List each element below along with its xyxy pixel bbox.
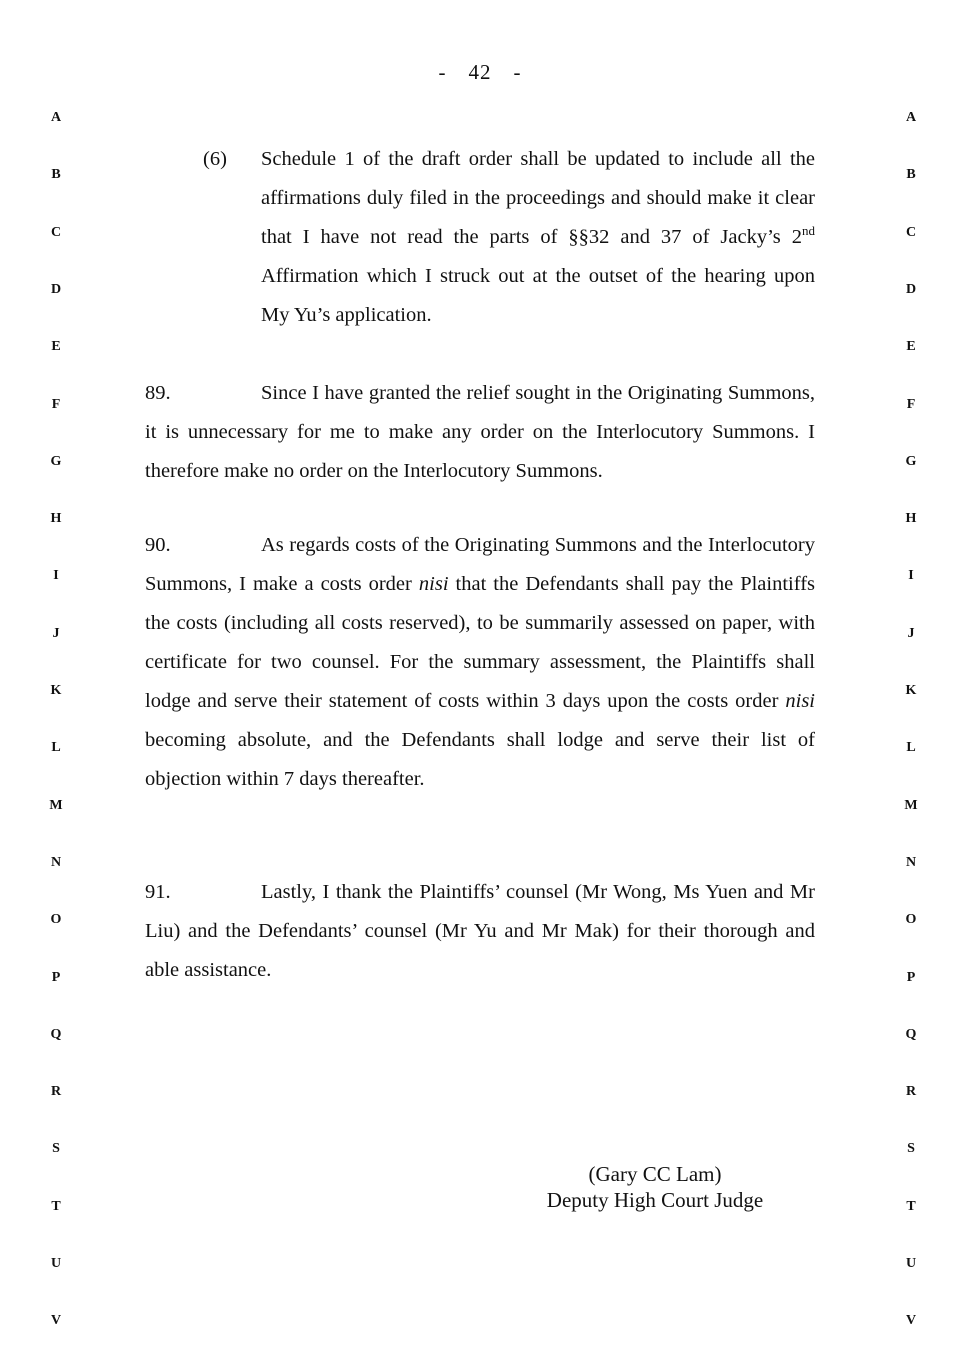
margin-letter: Q	[50, 1026, 62, 1042]
margin-letter: A	[50, 110, 62, 125]
judge-name: (Gary CC Lam)	[588, 1162, 722, 1186]
margin-letter: E	[906, 339, 916, 355]
paragraph-number: 90.	[145, 534, 171, 556]
margin-letter: U	[905, 1256, 917, 1271]
margin-letter: L	[51, 740, 61, 756]
page-number-dash: -	[513, 60, 522, 84]
paragraph-91	[145, 873, 815, 990]
margin-letter: C	[905, 224, 917, 240]
judge-title: Deputy High Court Judge	[546, 1188, 764, 1212]
margin-letter: K	[50, 683, 62, 698]
paragraph-90	[145, 526, 815, 799]
margin-letter: M	[49, 797, 63, 813]
margin-letter: G	[905, 453, 917, 469]
margin-letter: D	[50, 281, 62, 297]
margin-letter: O	[50, 912, 62, 928]
margin-letter: U	[50, 1256, 62, 1271]
paragraph-text: Since I have granted the relief sought in the Originating Summons, it is unnecessary for me to make any order on the Interlocutory Summons. I therefore make no order on the Interlocutory Summons.	[145, 382, 815, 482]
left-margin-letters	[44, 0, 68, 1358]
margin-letter: N	[905, 854, 917, 870]
margin-letter: Q	[905, 1026, 917, 1042]
margin-letter: E	[51, 339, 61, 355]
margin-letter: I	[908, 568, 914, 584]
italic-term: nisi	[785, 690, 815, 712]
paragraph-number: 91.	[145, 881, 171, 903]
margin-letter: V	[905, 1313, 917, 1329]
sub-paragraph-text-part: Schedule 1 of the draft order shall be updated to include all the affirmations duly filed in the proceedings and should make it clear that I have not read the parts of §§32 and 37 of Jacky’s 2	[261, 148, 815, 248]
margin-letter: O	[905, 912, 917, 928]
page-number	[0, 60, 960, 85]
margin-letter: M	[904, 797, 918, 813]
sub-paragraph-text-part: Affirmation which I struck out at the outset of the hearing upon My Yu’s application.	[261, 265, 815, 326]
paragraph-text: Lastly, I thank the Plaintiffs’ counsel (Mr Wong, Ms Yuen and Mr Liu) and the Defendants’ counsel (Mr Yu and Mr Mak) for their thorough and able assistance.	[145, 881, 815, 981]
margin-letter: P	[51, 969, 61, 985]
margin-letter: B	[906, 167, 916, 183]
margin-letter: A	[905, 110, 917, 125]
page-number-value: 42	[468, 60, 492, 84]
margin-letter: P	[906, 969, 916, 985]
ordinal-superscript: nd	[802, 223, 815, 239]
margin-letter: T	[51, 1198, 61, 1214]
signature-block	[515, 1161, 795, 1213]
margin-letter: B	[51, 167, 61, 183]
margin-letter: R	[50, 1084, 62, 1100]
margin-letter: F	[51, 396, 61, 412]
margin-letter: J	[907, 625, 915, 641]
sub-paragraph-6	[145, 140, 815, 335]
paragraph-89	[145, 374, 815, 491]
margin-letter: T	[906, 1198, 916, 1214]
margin-letter: C	[50, 224, 62, 240]
right-margin-letters	[899, 0, 923, 1358]
margin-letter: D	[905, 281, 917, 297]
page-number-dash: -	[438, 60, 447, 84]
sub-paragraph-text	[261, 140, 815, 335]
sub-paragraph-number: (6)	[203, 148, 227, 170]
margin-letter: V	[50, 1313, 62, 1329]
paragraph-text-part: that the Defendants shall pay the Plaintiffs the costs (including all costs reserved), to be summarily assessed on paper, with certificate for two counsel. For the summary assessment, the Plaintiffs shall lodge and serve their statement of costs within 3 days upon the costs order	[145, 573, 815, 712]
margin-letter: K	[905, 683, 917, 698]
margin-letter: I	[53, 568, 59, 584]
paragraph-text-part: becoming absolute, and the Defendants shall lodge and serve their list of objection within 7 days thereafter.	[145, 729, 815, 790]
margin-letter: S	[52, 1141, 60, 1157]
paragraph-number: 89.	[145, 382, 171, 404]
paragraph-text-part: As regards costs of the Originating Summons and the Interlocutory Summons, I make a costs order	[145, 534, 815, 595]
italic-term: nisi	[418, 573, 449, 595]
margin-letter: R	[905, 1084, 917, 1100]
margin-letter: G	[50, 453, 62, 469]
margin-letter: L	[906, 740, 916, 756]
margin-letter: S	[907, 1141, 915, 1157]
margin-letter: H	[50, 511, 62, 527]
margin-letter: H	[905, 511, 917, 527]
margin-letter: F	[906, 396, 916, 412]
margin-letter: J	[52, 625, 60, 641]
margin-letter: N	[50, 854, 62, 870]
